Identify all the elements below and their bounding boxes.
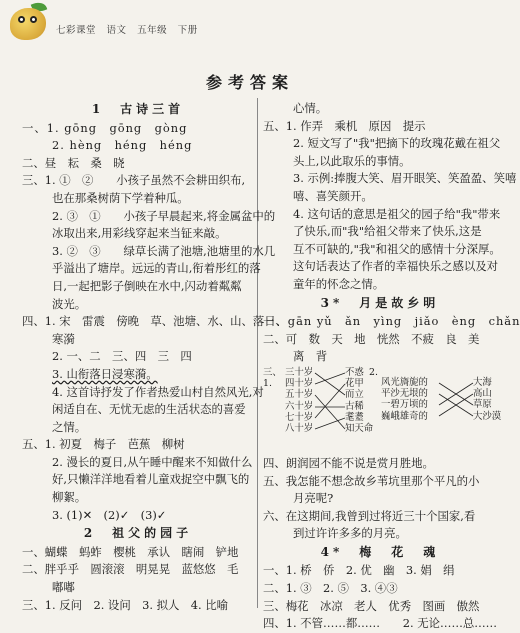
- answer-line: 4. 这首诗抒发了作者热爱山村自然风光,对: [52, 384, 264, 399]
- header-subject: 语文: [106, 25, 127, 36]
- header-volume: 下册: [177, 25, 198, 36]
- section-title: 1 古诗三首: [91, 102, 185, 116]
- answer-line: 二、1. ③ 2. ⑤ 3. ④③: [263, 581, 398, 596]
- match-item: 大海: [473, 376, 492, 388]
- match-item: 耄耋: [345, 411, 364, 423]
- answer-line-underlined: 3. 山衔落日浸寒漪。: [52, 366, 158, 381]
- match-item: 五十岁: [285, 389, 314, 401]
- answer-line: 好,只懒洋洋地看着儿童戏捉空中飘飞的: [52, 472, 250, 487]
- match-item: 古稀: [345, 400, 364, 412]
- match-item: 八十岁: [285, 422, 314, 434]
- right-column: [263, 100, 520, 633]
- match-item: 草原: [473, 399, 492, 411]
- answer-line: 日,一起把影子倒映在水中,闪动着粼粼: [52, 278, 242, 293]
- answer-line: 冰取出来,用彩线穿起来当钲来敲。: [52, 226, 227, 241]
- match-item: 不惑: [345, 366, 364, 378]
- answer-line: 五、1. 初夏 梅子 芭蕉 柳树: [22, 437, 185, 452]
- matching-exercise: [263, 366, 502, 453]
- section-title: 3* 月是故乡明: [320, 295, 440, 310]
- answer-line: 3. ② ③ 绿草长满了池塘,池塘里的水几: [52, 243, 276, 258]
- match-item: 风光旖旎的: [381, 376, 428, 388]
- match-item: 七十岁: [285, 411, 314, 423]
- match-item: 而立: [345, 389, 364, 401]
- answer-line: 五、1. 作弄 乘机 原因 提示: [263, 118, 426, 133]
- answer-line: 五、我怎能不想念故乡苇坑里那个平凡的小: [263, 473, 480, 488]
- match-phrase-list: [381, 377, 461, 422]
- answer-line: 闲适自在、无忧无虑的生活状态的喜爱: [52, 402, 246, 417]
- match-item: 花甲: [345, 378, 364, 390]
- match-prefix: 三、1.: [263, 366, 282, 390]
- match-item: 六十岁: [285, 400, 314, 412]
- bee-mascot-logo: [6, 2, 52, 44]
- answer-line: 嘟嘟: [52, 580, 75, 595]
- answer-line: 2. 漫长的夏日,从午睡中醒来不知做什么: [52, 454, 253, 469]
- answer-line: 2. 短文写了"我"把摘下的玫瑰花戴在祖父: [293, 136, 501, 151]
- answer-line: 三、1. 反问 2. 设问 3. 拟人 4. 比喻: [22, 597, 229, 612]
- match-item: 知天命: [345, 422, 374, 434]
- answer-line: 月亮呢?: [293, 491, 334, 506]
- answer-line: 嘻、喜笑颜开。: [293, 188, 373, 203]
- match-left-list: [285, 367, 315, 434]
- match-item: 高山: [473, 388, 492, 400]
- match-item: 大沙漠: [473, 410, 502, 422]
- page-title: 参考答案: [205, 73, 294, 92]
- answer-line: 头上,以此取乐的事情。: [293, 153, 411, 168]
- answer-line: 到过许许多多的月亮。: [293, 526, 407, 541]
- answer-line: 了快乐,而"我"给祖父带来了快乐,这是: [293, 224, 482, 239]
- match-item: 巍峨雄奇的: [381, 410, 428, 422]
- answer-line: 童年的怀念之情。: [293, 276, 385, 291]
- answer-line: 乎溢出了塘岸。远远的青山,衔着彤红的落: [52, 261, 261, 276]
- match-item: 四十岁: [285, 378, 314, 390]
- answer-line: 心情。: [293, 101, 328, 115]
- answer-line: 二、昼 耘 桑 晓: [22, 155, 125, 170]
- match-prefix: 2.: [369, 366, 378, 378]
- answer-line: 四、朗润园不能不说是赏月胜地。: [263, 455, 434, 470]
- answer-line: 寒漪: [52, 331, 75, 346]
- answer-line: 离 背: [293, 349, 328, 364]
- answer-line: 2. 一、二 三、四 三 四: [52, 349, 192, 364]
- section-title: 2 祖父的园子: [83, 526, 193, 541]
- answer-line: 4. 这句话的意思是祖父的园子给"我"带来: [293, 206, 501, 221]
- answer-line: 这句话表达了作者的幸福快乐之感以及对: [293, 259, 499, 274]
- answer-line: 一、1. gōng gōng gòng: [22, 120, 188, 135]
- answer-line: 3. 示例:捧腹大笑、眉开眼笑、笑盈盈、笑嘻: [293, 171, 517, 186]
- answer-line: 之情。: [52, 419, 87, 434]
- answer-line: 互不可缺的,"我"和祖父的感情十分深厚。: [293, 241, 501, 256]
- answer-line: 三、1. ① ② 小孩子虽然不会耕田织布,: [22, 173, 246, 188]
- header-grade: 五年级: [137, 25, 168, 36]
- answer-line: 2. ③ ① 小孩子早晨起来,将金属盆中的: [52, 208, 276, 223]
- answer-line: 2. hèng héng héng: [52, 138, 193, 153]
- match-noun-list: [473, 377, 503, 422]
- answer-line: 一、gān yǔ ǎn yìng jiǎo èng chǎn: [263, 314, 520, 329]
- header-book-info: [56, 22, 205, 36]
- match-item: 平沙无垠的: [381, 388, 428, 400]
- match-item: 三十岁: [285, 366, 314, 378]
- column-divider: [257, 98, 258, 608]
- answer-line: 二、胖乎乎 圆滚滚 明晃晃 蓝悠悠 毛: [22, 562, 239, 577]
- answer-line: 四、1. 宋 雷震 傍晚 草、池塘、水、山、落日、: [22, 314, 288, 329]
- answer-line: 六、在这期间,我曾到过将近三十个国家,看: [263, 508, 476, 523]
- answer-line: 二、可 数 天 地 恍然 不疲 良 美: [263, 331, 480, 346]
- section-title: 4* 梅 花 魂: [320, 544, 440, 559]
- left-column: [22, 100, 288, 614]
- page-header: [0, 0, 500, 44]
- answer-line: 3. (1)✕ (2)✓ (3)✓: [52, 507, 167, 522]
- answer-line: 也在那桑树荫下学着种瓜。: [52, 190, 189, 205]
- answer-line: 四、1. 不管……都…… 2. 无论……总……: [263, 616, 498, 631]
- match-item: 一碧万顷的: [381, 399, 428, 411]
- answer-line: 柳絮。: [52, 490, 87, 505]
- answer-line: 一、蝴蝶 蚂蚱 樱桃 承认 瞎闹 铲地: [22, 544, 239, 559]
- answer-line: 波光。: [52, 296, 87, 311]
- answer-line: 一、1. 桥 侨 2. 优 幽 3. 娟 绢: [263, 563, 455, 578]
- answer-line: 三、梅花 冰凉 老人 优秀 图画 傲然: [263, 598, 480, 613]
- header-series: 七彩课堂: [56, 25, 97, 36]
